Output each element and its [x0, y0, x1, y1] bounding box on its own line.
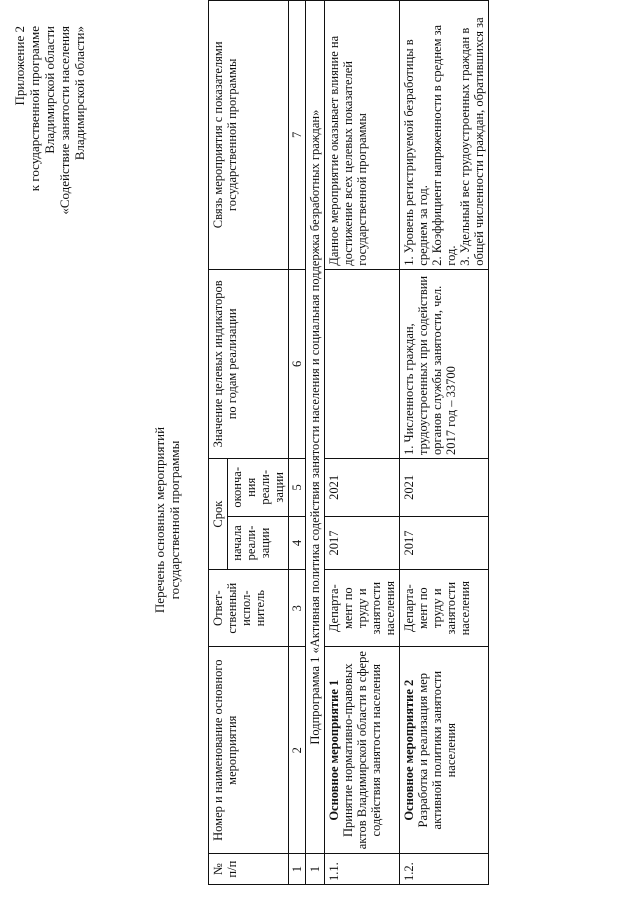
- document-title: [152, 295, 182, 745]
- appendix-header: [12, 26, 87, 215]
- subprogram-num: 1: [306, 854, 325, 885]
- row-num: 1.1.: [325, 854, 400, 885]
- measure-description: Разработка и реализация мер активной политики занятости населения: [416, 670, 458, 830]
- indicator-value: 2017 год – 33700: [444, 366, 458, 456]
- col-number: 5: [289, 459, 306, 517]
- indicators-cell: [325, 269, 400, 458]
- link-text: 1. Уровень регистрируемой безработицы в среднем за год.: [402, 39, 430, 266]
- col-number: 4: [289, 516, 306, 570]
- col-number: 1: [289, 854, 306, 885]
- indicator-text: 1. Численность граждан, трудоустроенных при содействии органов службы занятости, чел.: [402, 275, 444, 456]
- end-year: 2021: [325, 459, 400, 517]
- appendix-line: Приложение 2: [12, 26, 27, 106]
- col-number: 3: [289, 570, 306, 647]
- start-year: 2017: [400, 516, 489, 570]
- subprogram-title: Подпрограмма 1 «Активная политика содействия занятости населения и социальная поддержка безработных граждан»: [306, 1, 325, 854]
- link-cell: [325, 1, 400, 270]
- col-number: 2: [289, 647, 306, 854]
- measure-title: Основное мероприятие 1: [327, 679, 341, 821]
- row-num: 1.2.: [400, 854, 489, 885]
- link-text: Данное мероприятие оказывает влияние на достижение всех целевых показателей государственной программы: [327, 35, 369, 266]
- appendix-line: «Содействие занятости населения: [57, 26, 72, 215]
- column-number-row: [289, 1, 306, 885]
- header-responsible: Ответ-ственный испол-нитель: [209, 570, 289, 647]
- title-line: государственной программы: [167, 440, 182, 600]
- table-row: [325, 1, 400, 885]
- subprogram-row: [306, 1, 325, 885]
- measure-cell: [400, 647, 489, 854]
- title-line: Перечень основных мероприятий: [152, 426, 167, 614]
- link-cell: [400, 1, 489, 270]
- col-number: 6: [289, 269, 306, 458]
- measures-table: [208, 0, 489, 885]
- measure-cell: [325, 647, 400, 854]
- measure-title: Основное мероприятие 2: [402, 679, 416, 821]
- header-num: № п/п: [209, 854, 289, 885]
- header-row: [209, 1, 228, 885]
- header-start: начала реали-зации: [228, 516, 289, 570]
- start-year: 2017: [325, 516, 400, 570]
- responsible: Департа-мент по труду и занятости населения: [325, 570, 400, 647]
- table-row: [400, 1, 489, 885]
- appendix-line: к государственной программе: [27, 26, 42, 192]
- measure-description: Принятие нормативно-правовых актов Владимирской области в сфере содействия занятости населения: [341, 651, 383, 850]
- header-name: Номер и наименование основного мероприятия: [209, 647, 289, 854]
- header-end: оконча-ния реали-зации: [228, 459, 289, 517]
- responsible: Департа-мент по труду и занятости населения: [400, 570, 489, 647]
- header-link: Связь мероприятия с показателями государственной программы: [209, 1, 289, 270]
- indicators-cell: [400, 269, 489, 458]
- appendix-line: Владимирской области: [42, 26, 57, 154]
- header-indicators: Значение целевых индикаторов по годам реализации: [209, 269, 289, 458]
- link-text: 3. Удельный вес трудоустроенных граждан в общей численности граждан, обратившихся за: [458, 17, 486, 266]
- header-term: Срок: [209, 459, 228, 570]
- link-text: 2. Коэффициент напряженности в среднем за год.: [430, 24, 458, 266]
- col-number: 7: [289, 1, 306, 270]
- end-year: 2021: [400, 459, 489, 517]
- appendix-line: Владимирской области»: [72, 26, 87, 161]
